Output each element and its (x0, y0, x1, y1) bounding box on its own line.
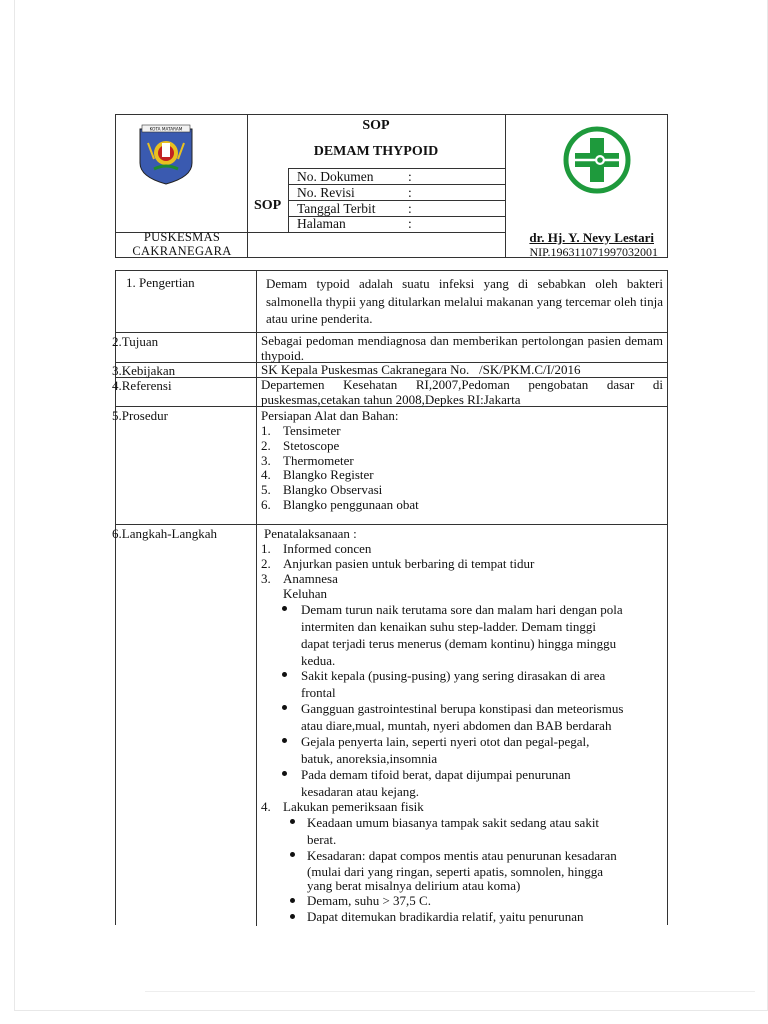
list-item: (mulai dari yang ringan, seperti apatis, somnolen, hingga (307, 864, 604, 879)
row-label-prosedur: 5.Prosedur (112, 408, 168, 423)
step-num: 2. (261, 556, 271, 571)
sop-content-table (112, 270, 668, 925)
list-item: Dapat ditemukan bradikardia relatif, yaitu penurunan (307, 909, 584, 924)
bullet-icon (282, 738, 287, 743)
list-item: Blangko Observasi (283, 482, 383, 497)
keluhan-heading: Keluhan (283, 586, 328, 601)
meta-label-no-revisi: No. Revisi (297, 185, 355, 200)
bullet-icon (290, 898, 295, 903)
list-item: intermiten dan kenaikan suhu step-ladder. Demam tinggi (301, 619, 596, 634)
step-num: 4. (261, 799, 271, 814)
step-num: 1. (261, 541, 271, 556)
bullet-icon (290, 852, 295, 857)
meta-label-halaman: Halaman (297, 216, 346, 231)
sop-title: SOP (362, 118, 390, 133)
list-item-num: 1. (261, 423, 271, 438)
step-anjurkan-berbaring: Anjurkan pasien untuk berbaring di tempat tidur (283, 556, 535, 571)
list-item-num: 6. (261, 497, 271, 512)
bullet-icon (290, 914, 295, 919)
crest-banner-text: KOTA MATARAM (149, 126, 183, 132)
document-title: DEMAM THYPOID (313, 144, 439, 159)
tujuan-text: Sebagai pedoman mendiagnosa dan memberikan pertolongan pasien demam thypoid. (261, 333, 663, 363)
pengertian-text: Demam typoid adalah suatu infeksi yang di sebabkan oleh bakteri salmonella thypii yang ditularkan melalui makanan yang tercemar oleh tinja atau urine penderita. (266, 276, 663, 326)
list-item: Stetoscope (283, 438, 340, 453)
referensi-text: Departemen Kesehatan RI,2007,Pedoman pengobatan dasar di puskesmas,cetakan tahun 2008,Depkes RI:Jakarta (261, 377, 663, 407)
sop-header-table (115, 114, 668, 258)
list-item: kedua. (301, 653, 336, 668)
list-item: Thermometer (283, 453, 354, 468)
step-informed-concen: Informed concen (283, 541, 372, 556)
list-item: berat. (307, 832, 337, 847)
list-item: Pada demam tifoid berat, dapat dijumpai penurunan (301, 767, 571, 782)
list-item: Demam turun naik terutama sore dan malam hari dengan pola (301, 602, 623, 617)
prosedur-heading: Persiapan Alat dan Bahan: (261, 408, 399, 423)
meta-label-tanggal-terbit: Tanggal Terbit (297, 201, 376, 216)
kota-mataram-crest-icon (136, 123, 196, 185)
bullet-icon (290, 819, 295, 824)
meta-colon: : (408, 216, 412, 231)
step-pemeriksaan-fisik: Lakukan pemeriksaan fisik (283, 799, 424, 814)
list-item-num: 3. (261, 453, 271, 468)
list-item-num: 2. (261, 438, 271, 453)
bullet-icon (282, 705, 287, 710)
puskesmas-green-cross-icon (561, 124, 633, 196)
list-item: kesadaran atau kejang. (301, 784, 420, 799)
list-item: Keadaan umum biasanya tampak sakit sedang atau sakit (307, 815, 600, 830)
list-item: Blangko Register (283, 467, 374, 482)
list-item: batuk, anoreksia,insomnia (301, 751, 438, 766)
row-label-tujuan: 2.Tujuan (112, 334, 159, 349)
org-name-line1: PUSKESMAS (143, 230, 221, 244)
row-label-kebijakan: 3.Kebijakan (112, 363, 176, 378)
list-item: Blangko penggunaan obat (283, 497, 419, 512)
row-label-pengertian: 1. Pengertian (126, 275, 195, 290)
list-item: Sakit kepala (pusing-pusing) yang sering dirasakan di area (301, 668, 606, 683)
meta-colon: : (408, 185, 412, 200)
list-item: Gejala penyerta lain, seperti nyeri otot dan pegal-pegal, (301, 734, 590, 749)
step-anamnesa: Anamnesa (283, 571, 338, 586)
list-item-num: 4. (261, 467, 271, 482)
org-name-line2: CAKRANEGARA (132, 244, 232, 258)
meta-label-no-dokumen: No. Dokumen (297, 169, 374, 184)
step-num: 3. (261, 571, 271, 586)
list-item-num: 5. (261, 482, 271, 497)
list-item: Kesadaran: dapat compos mentis atau penurunan kesadaran (307, 848, 617, 863)
list-item: dapat terjadi terus menerus (demam kontinu) hingga minggu (301, 636, 617, 651)
list-item: atau diare,mual, muntah, nyeri abdomen dan BAB berdarah (301, 718, 612, 733)
list-item: Tensimeter (283, 423, 341, 438)
sop-side-label: SOP (254, 198, 282, 213)
list-item: Gangguan gastrointestinal berupa konstipasi dan meteorismus (301, 701, 624, 716)
doctor-nip: NIP.196311071997032001 (529, 245, 658, 259)
bullet-icon (282, 771, 287, 776)
row-label-referensi: 4.Referensi (112, 378, 172, 393)
list-item: yang berat misalnya delirium atau koma) (307, 878, 521, 893)
meta-colon: : (408, 201, 412, 216)
kebijakan-text: SK Kepala Puskesmas Cakranegara No. /SK/PKM.C/I/2016 (261, 362, 581, 377)
row-label-langkah: 6.Langkah-Langkah (112, 526, 218, 541)
langkah-heading: Penatalaksanaan : (264, 526, 357, 541)
meta-colon: : (408, 169, 412, 184)
list-item: Demam, suhu > 37,5 C. (307, 893, 431, 908)
doctor-name: dr. Hj. Y. Nevy Lestari (529, 230, 654, 245)
bullet-icon (282, 672, 287, 677)
bullet-icon (282, 606, 287, 611)
list-item: frontal (301, 685, 336, 700)
page-bottom-edge (145, 991, 755, 992)
